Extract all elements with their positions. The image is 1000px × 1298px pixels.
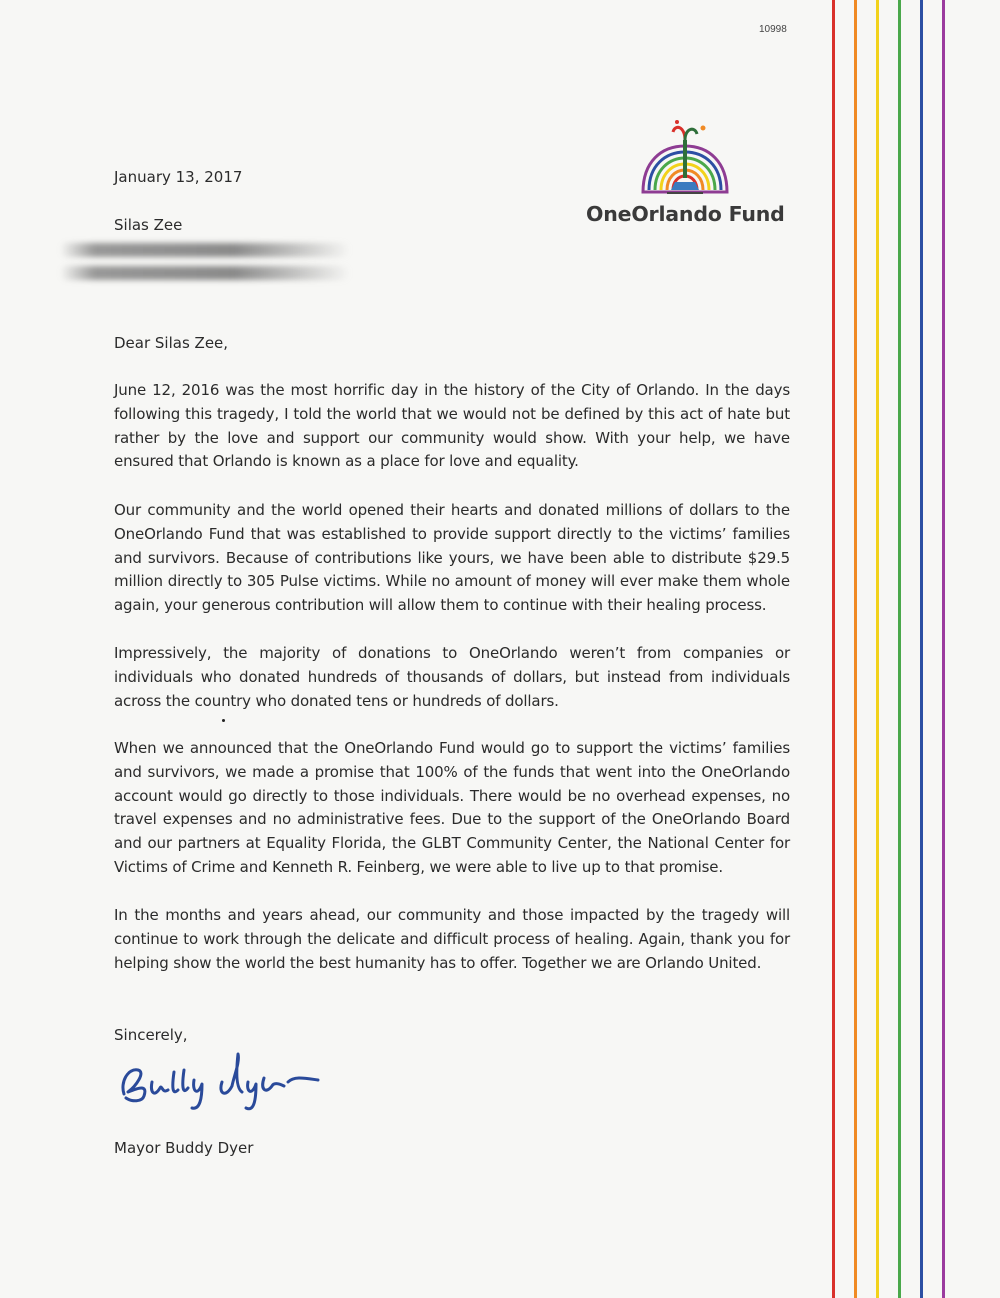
letter-date: January 13, 2017 (114, 168, 243, 186)
stripe-purple (942, 0, 945, 1298)
paper-speck (222, 719, 225, 722)
logo-wordmark: OneOrlando Fund (586, 202, 785, 226)
stripe-green (898, 0, 901, 1298)
recipient-name: Silas Zee (114, 216, 183, 234)
redacted-address-line-2 (60, 266, 350, 280)
paragraph-1: June 12, 2016 was the most horrific day in the history of the City of Orlando. In the days following this tragedy, I told the world that we would not be defined by this act of hate but rather by the love and support our community would show. With your help, we have ensured that Orlando is known as a place for love and equality. (114, 381, 790, 471)
oneorlando-logo (582, 118, 788, 238)
stripe-red (832, 0, 835, 1298)
oneorlando-fountain-rainbow-icon (637, 118, 733, 198)
stripe-yellow (876, 0, 879, 1298)
stripe-orange (854, 0, 857, 1298)
paragraph-3: Impressively, the majority of donations to OneOrlando weren’t from companies or individuals who donated hundreds of thousands of dollars, but instead from individuals across the country who donated tens or hundreds of dollars. (114, 644, 790, 710)
paragraph-2: Our community and the world opened their hearts and donated millions of dollars to the OneOrlando Fund that was established to provide support directly to the victims’ families and survivors. Because of contributions like yours, we have been able to distribute $29.5 million directly to 305 Pulse victims. While no amount of money will ever make them whole again, your generous contribution will allow them to continue with their healing process. (114, 501, 790, 615)
salutation: Dear Silas Zee, (114, 334, 229, 352)
signature (114, 1042, 334, 1112)
paragraph-4: When we announced that the OneOrlando Fund would go to support the victims’ families and survivors, we made a promise that 100% of the funds that went into the OneOrlando account would go directly to those individuals. There would be no overhead expenses, no travel expenses and no administrative fees. Due to the support of the OneOrlando Board and our partners at Equality Florida, the GLBT Community Center, the National Center for Victims of Crime and Kenneth R. Feinberg, we were able to live up to that promise. (114, 739, 790, 876)
paragraph-5: In the months and years ahead, our community and those impacted by the tragedy will continue to work through the delicate and difficult process of healing. Again, thank you for helping show the world the best humanity has to offer. Together we are Orlando United. (114, 906, 790, 972)
signer-name: Mayor Buddy Dyer (114, 1139, 254, 1157)
document-number: 10998 (759, 24, 787, 35)
redacted-address-line-1 (60, 243, 350, 257)
stripe-blue (920, 0, 923, 1298)
closing: Sincerely, (114, 1026, 188, 1044)
